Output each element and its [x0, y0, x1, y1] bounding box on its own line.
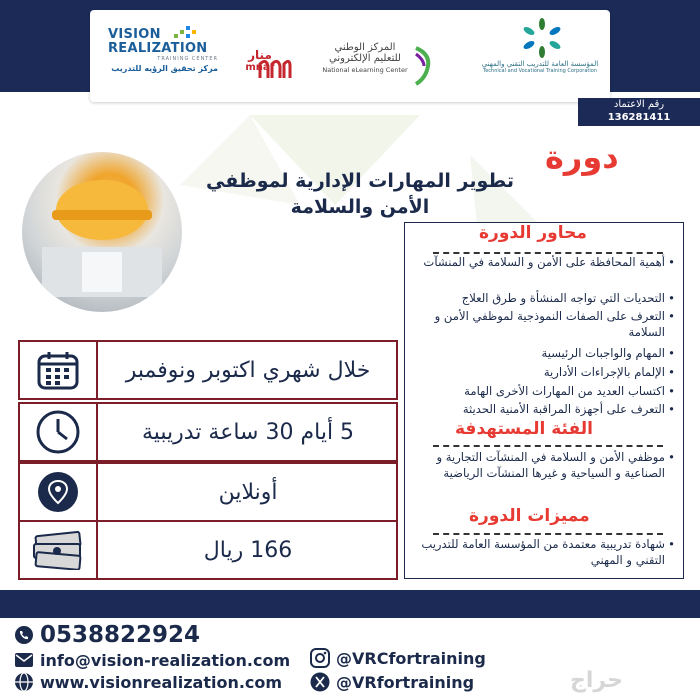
- vision-realization-logo: [108, 28, 218, 73]
- nelc-logo-english: National eLearning Center: [322, 66, 408, 74]
- vision-logo-line2: REALIZATION: [108, 41, 208, 56]
- location-value: أونلاين: [218, 479, 278, 505]
- vision-logo-arabic: مركز تحقيق الرؤيه للتدريب: [111, 64, 218, 73]
- nelc-logo-arabic1: المركز الوطني: [334, 42, 396, 53]
- duration-value: 5 أيام 30 ساعة تدريبية: [141, 419, 355, 445]
- globe-icon: [14, 672, 34, 692]
- duration-box: [18, 402, 398, 462]
- axes-item: • الإلمام بالإجراءات الأدارية: [413, 364, 675, 380]
- audience-divider: [433, 445, 663, 447]
- schedule-icon-cell: [20, 342, 98, 398]
- instagram-handle: @VRCfortraining: [336, 648, 486, 668]
- phone-icon: [14, 625, 34, 645]
- price-icon-cell: [20, 522, 98, 578]
- website-url: www.visionrealization.com: [40, 672, 283, 692]
- helmet-illustration: [22, 152, 182, 312]
- features-divider: [433, 533, 663, 535]
- duration-icon-cell: [20, 404, 98, 460]
- twitter-contact[interactable]: [310, 672, 474, 692]
- schedule-box: [18, 340, 398, 400]
- accreditation-label: رقم الاعتماد: [613, 99, 665, 110]
- accreditation-badge: [578, 98, 700, 126]
- nelc-mark-icon: [412, 44, 432, 88]
- vision-logo-sub: TRAINING CENTER: [157, 56, 218, 62]
- location-box: [18, 462, 398, 522]
- nelc-logo-arabic2: للتعليم الإلكتروني: [329, 53, 401, 64]
- axes-item: • اكتساب العديد من المهارات الأخرى الهامة: [413, 383, 675, 399]
- mnar-logo-english: mnar: [245, 62, 275, 73]
- phone-number: 0538822924: [40, 622, 201, 648]
- course-details-card: [404, 222, 684, 579]
- course-title: تطوير المهارات الإدارية لموظفي الأمن والسلامة: [205, 170, 515, 218]
- instagram-icon: [310, 648, 330, 668]
- email-address: info@vision-realization.com: [40, 650, 291, 670]
- tvtc-logo-arabic: المؤسسة العامة للتدريب التقني والمهني: [481, 60, 599, 68]
- money-icon: [30, 530, 86, 570]
- features-title: مميزات الدورة: [469, 506, 590, 526]
- vision-logo-line1: VISION: [108, 27, 161, 42]
- email-contact[interactable]: [14, 650, 290, 670]
- x-twitter-icon: [310, 672, 330, 692]
- axes-title: محاور الدورة: [479, 223, 587, 243]
- vision-mark-icon: [172, 24, 200, 44]
- course-word: دورة: [545, 138, 619, 176]
- calendar-icon: [37, 350, 79, 390]
- phone-contact[interactable]: [14, 622, 200, 648]
- email-icon: [14, 650, 34, 670]
- axes-item: • أهمية المحافظة على الأمن و السلامة في المنشآت: [413, 254, 675, 270]
- mnar-mark-icon: [258, 58, 292, 80]
- accreditation-number: 136281411: [607, 112, 671, 123]
- partner-logos-card: [90, 10, 610, 102]
- price-box: [18, 520, 398, 580]
- audience-item: • موظفي الأمن و السلامة في المنشآت التجارية و الصناعية و السياحية و غيرها المنشآت الرياضية: [413, 449, 675, 481]
- website-contact[interactable]: [14, 672, 282, 692]
- axes-item: • التحديات التي تواجه المنشأة و طرق العلاج: [413, 290, 675, 306]
- clock-icon: [35, 409, 81, 455]
- safety-helmet-photo: [22, 152, 182, 312]
- twitter-handle: @VRfortraining: [336, 672, 475, 692]
- bottom-band: [0, 590, 700, 618]
- axes-item: • التعرف على الصفات النموذجية لموظفي الأمن و السلامة: [413, 308, 675, 340]
- instagram-contact[interactable]: [310, 648, 486, 668]
- haraj-watermark: حراج: [570, 668, 623, 693]
- features-item: • شهادة تدريبية معتمدة من المؤسسة العامة للتدريب التقني و المهني: [413, 536, 675, 568]
- axes-item: • المهام والواجبات الرئيسية: [413, 345, 675, 361]
- tvtc-logo-english: Technical and Vocational Training Corporation: [483, 68, 597, 74]
- location-icon-cell: [20, 464, 98, 520]
- audience-title: الفئة المستهدفة: [455, 419, 593, 439]
- location-pin-icon: [37, 471, 79, 513]
- schedule-value: خلال شهري اكتوبر ونوفمبر: [125, 357, 371, 383]
- axes-item: • التعرف على أجهزة المراقبة الأمنية الحديثة: [413, 401, 675, 417]
- tvtc-mark-icon: [522, 16, 562, 60]
- mnar-logo-arabic: منار: [248, 48, 272, 62]
- price-value: 166 ريال: [203, 537, 293, 563]
